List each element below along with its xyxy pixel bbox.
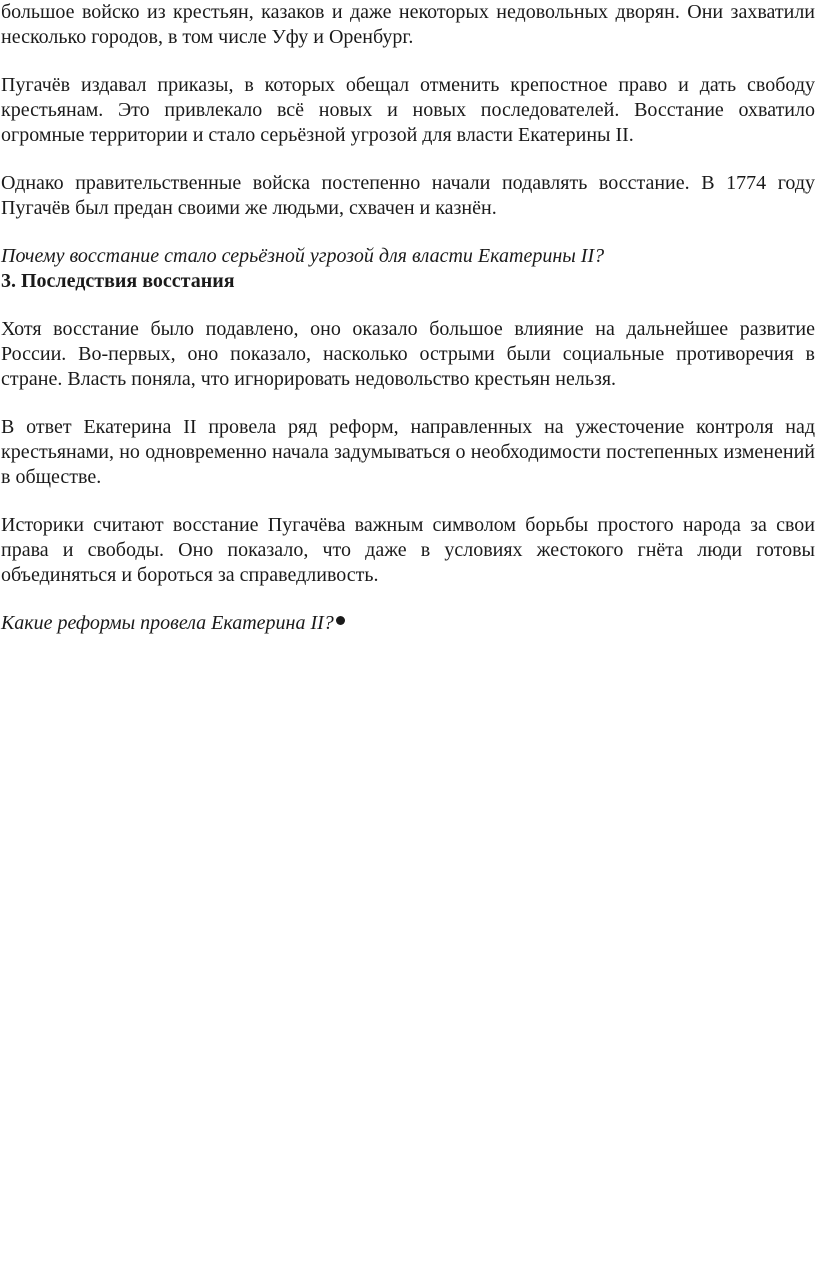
question-threat: Почему восстание стало серьёзной угрозой для власти Екатерины II?	[1, 245, 605, 267]
paragraph-reforms: В ответ Екатерина II провела ряд реформ, направленных на ужесточение контроля над крестьянами, но одновременно начала задумываться о необходимости постепенных изменений в обществе.	[1, 416, 815, 488]
paragraph-historians: Историки считают восстание Пугачёва важным символом борьбы простого народа за свои права и свободы. Оно показало, что даже в условиях жестокого гнёта люди готовы объединяться и бороться за справедливость.	[1, 514, 815, 586]
question-reforms: Какие реформы провела Екатерина II?	[1, 612, 334, 634]
paragraph-suppression: Однако правительственные войска постепенно начали подавлять восстание. В 1774 году Пугачёв был предан своими же людьми, схвачен и казнён.	[1, 172, 815, 219]
paragraph-decrees: Пугачёв издавал приказы, в которых обещал отменить крепостное право и дать свободу крестьянам. Это привлекало всё новых и новых последователей. Восстание охватило огромные территории и стало серьёзной угрозой для власти Екатерины II.	[1, 74, 815, 146]
paragraph-influence: Хотя восстание было подавлено, оно оказало большое влияние на дальнейшее развитие России. Во-первых, оно показало, насколько острыми были социальные противоречия в стране. Власть поняла, что игнорировать недовольство крестьян нельзя.	[1, 318, 815, 390]
question-reforms-line	[1, 611, 815, 636]
bullet-dot-icon	[336, 616, 345, 625]
paragraph-army: большое войско из крестьян, казаков и даже некоторых недовольных дворян. Они захватили несколько городов, в том числе Уфу и Оренбург.	[1, 1, 815, 48]
document-page	[0, 0, 816, 636]
section-heading-consequences: 3. Последствия восстания	[1, 270, 235, 292]
